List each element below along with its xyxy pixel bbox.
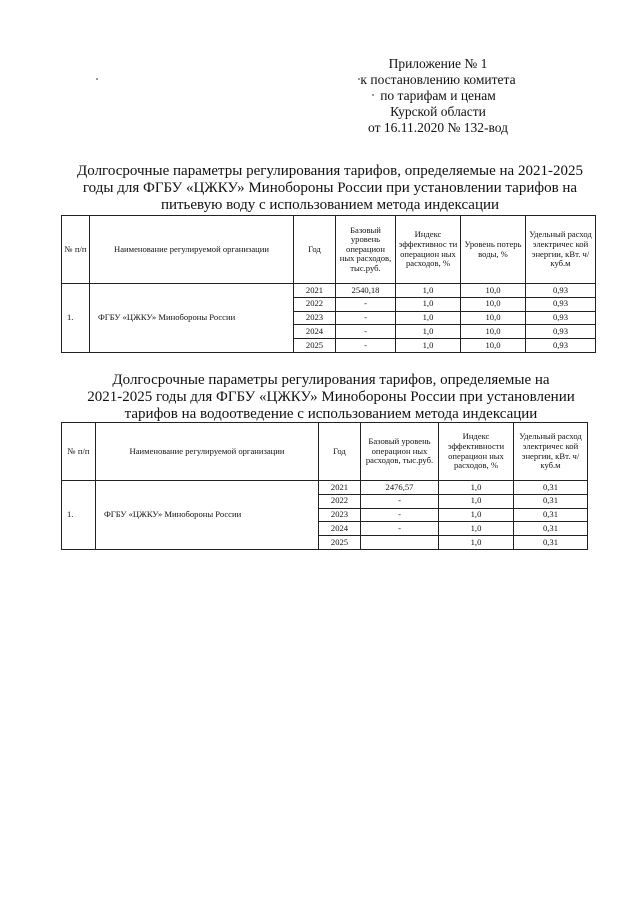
year-cell: 2025	[294, 339, 336, 353]
energy-cell: 0,31	[514, 494, 588, 508]
year-cell: 2024	[319, 522, 361, 536]
header-water-loss: Уровень потерь воды, %	[461, 216, 526, 284]
wastewater-parameters-table	[61, 422, 588, 550]
header-energy-consumption: Удельный расход электричес кой энергии, кВт. ч/куб.м	[526, 216, 596, 284]
year-cell: 2023	[319, 508, 361, 522]
base-costs-cell: -	[336, 297, 396, 311]
organization-name: ФГБУ «ЦЖКУ» Минобороны России	[90, 284, 294, 353]
appendix-line: от 16.11.2020 № 132-вод	[368, 120, 508, 135]
year-cell: 2024	[294, 325, 336, 339]
base-costs-cell: 2540,18	[336, 284, 396, 298]
efficiency-index-cell: 1,0	[439, 522, 514, 536]
energy-cell: 0,93	[526, 325, 596, 339]
header-efficiency-index: Индекс эффективности операцион ных расходов, %	[439, 423, 514, 481]
table2-title	[66, 372, 596, 423]
water-loss-cell: 10,0	[461, 284, 526, 298]
efficiency-index-cell: 1,0	[396, 325, 461, 339]
energy-cell: 0,93	[526, 311, 596, 325]
energy-cell: 0,31	[514, 522, 588, 536]
appendix-line: к постановлению комитета	[360, 72, 516, 87]
table-row	[62, 284, 596, 298]
header-number: № п/п	[62, 423, 96, 481]
table1-title	[40, 163, 620, 214]
drinking-water-parameters-table	[61, 215, 596, 353]
title-line: годы для ФГБУ «ЦЖКУ» Минобороны России при установлении тарифов на	[82, 180, 578, 196]
base-costs-cell: -	[336, 325, 396, 339]
organization-name: ФГБУ «ЦЖКУ» Минобороны России	[96, 481, 319, 550]
water-loss-cell: 10,0	[461, 311, 526, 325]
header-number: № п/п	[62, 216, 90, 284]
efficiency-index-cell: 1,0	[439, 494, 514, 508]
base-costs-cell: -	[336, 311, 396, 325]
appendix-reference	[328, 56, 548, 136]
efficiency-index-cell: 1,0	[439, 508, 514, 522]
title-line: Долгосрочные параметры регулирования тарифов, определяемые на	[112, 372, 550, 388]
energy-cell: 0,93	[526, 339, 596, 353]
efficiency-index-cell: 1,0	[439, 481, 514, 495]
header-organization: Наименование регулируемой организации	[90, 216, 294, 284]
header-year: Год	[319, 423, 361, 481]
efficiency-index-cell: 1,0	[396, 284, 461, 298]
base-costs-cell: -	[336, 339, 396, 353]
efficiency-index-cell: 1,0	[439, 536, 514, 550]
year-cell: 2021	[319, 481, 361, 495]
title-line: 2021-2025 годы для ФГБУ «ЦЖКУ» Минобороны России при установлении	[87, 389, 575, 405]
base-costs-cell: 2476,57	[361, 481, 439, 495]
base-costs-cell	[361, 536, 439, 550]
base-costs-cell: -	[361, 494, 439, 508]
base-costs-cell: -	[361, 522, 439, 536]
efficiency-index-cell: 1,0	[396, 297, 461, 311]
water-loss-cell: 10,0	[461, 339, 526, 353]
title-line: Долгосрочные параметры регулирования тарифов, определяемые на 2021-2025	[77, 163, 583, 179]
efficiency-index-cell: 1,0	[396, 339, 461, 353]
header-year: Год	[294, 216, 336, 284]
water-loss-cell: 10,0	[461, 297, 526, 311]
energy-cell: 0,31	[514, 508, 588, 522]
title-line: тарифов на водоотведение с использованием метода индексации	[124, 406, 538, 422]
energy-cell: 0,93	[526, 297, 596, 311]
table-row	[62, 481, 588, 495]
year-cell: 2022	[294, 297, 336, 311]
energy-cell: 0,93	[526, 284, 596, 298]
header-energy-consumption: Удельный расход электричес кой энергии, кВт. ч/куб.м	[514, 423, 588, 481]
base-costs-cell: -	[361, 508, 439, 522]
year-cell: 2022	[319, 494, 361, 508]
year-cell: 2025	[319, 536, 361, 550]
appendix-line: Курской области	[390, 104, 486, 119]
year-cell: 2021	[294, 284, 336, 298]
row-number: 1.	[62, 284, 90, 353]
water-loss-cell: 10,0	[461, 325, 526, 339]
header-base-costs: Базовый уровень операцион ных расходов, тыс.руб.	[361, 423, 439, 481]
appendix-line: по тарифам и ценам	[380, 88, 496, 103]
year-cell: 2023	[294, 311, 336, 325]
title-line: питьевую воду с использованием метода индексации	[160, 197, 500, 213]
energy-cell: 0,31	[514, 536, 588, 550]
scan-speck	[96, 78, 98, 80]
header-organization: Наименование регулируемой организации	[96, 423, 319, 481]
row-number: 1.	[62, 481, 96, 550]
header-efficiency-index: Индекс эффективнос ти операцион ных расходов, %	[396, 216, 461, 284]
efficiency-index-cell: 1,0	[396, 311, 461, 325]
header-base-costs: Базовый уровень операцион ных расходов, тыс.руб.	[336, 216, 396, 284]
appendix-line: Приложение № 1	[388, 56, 488, 71]
energy-cell: 0,31	[514, 481, 588, 495]
